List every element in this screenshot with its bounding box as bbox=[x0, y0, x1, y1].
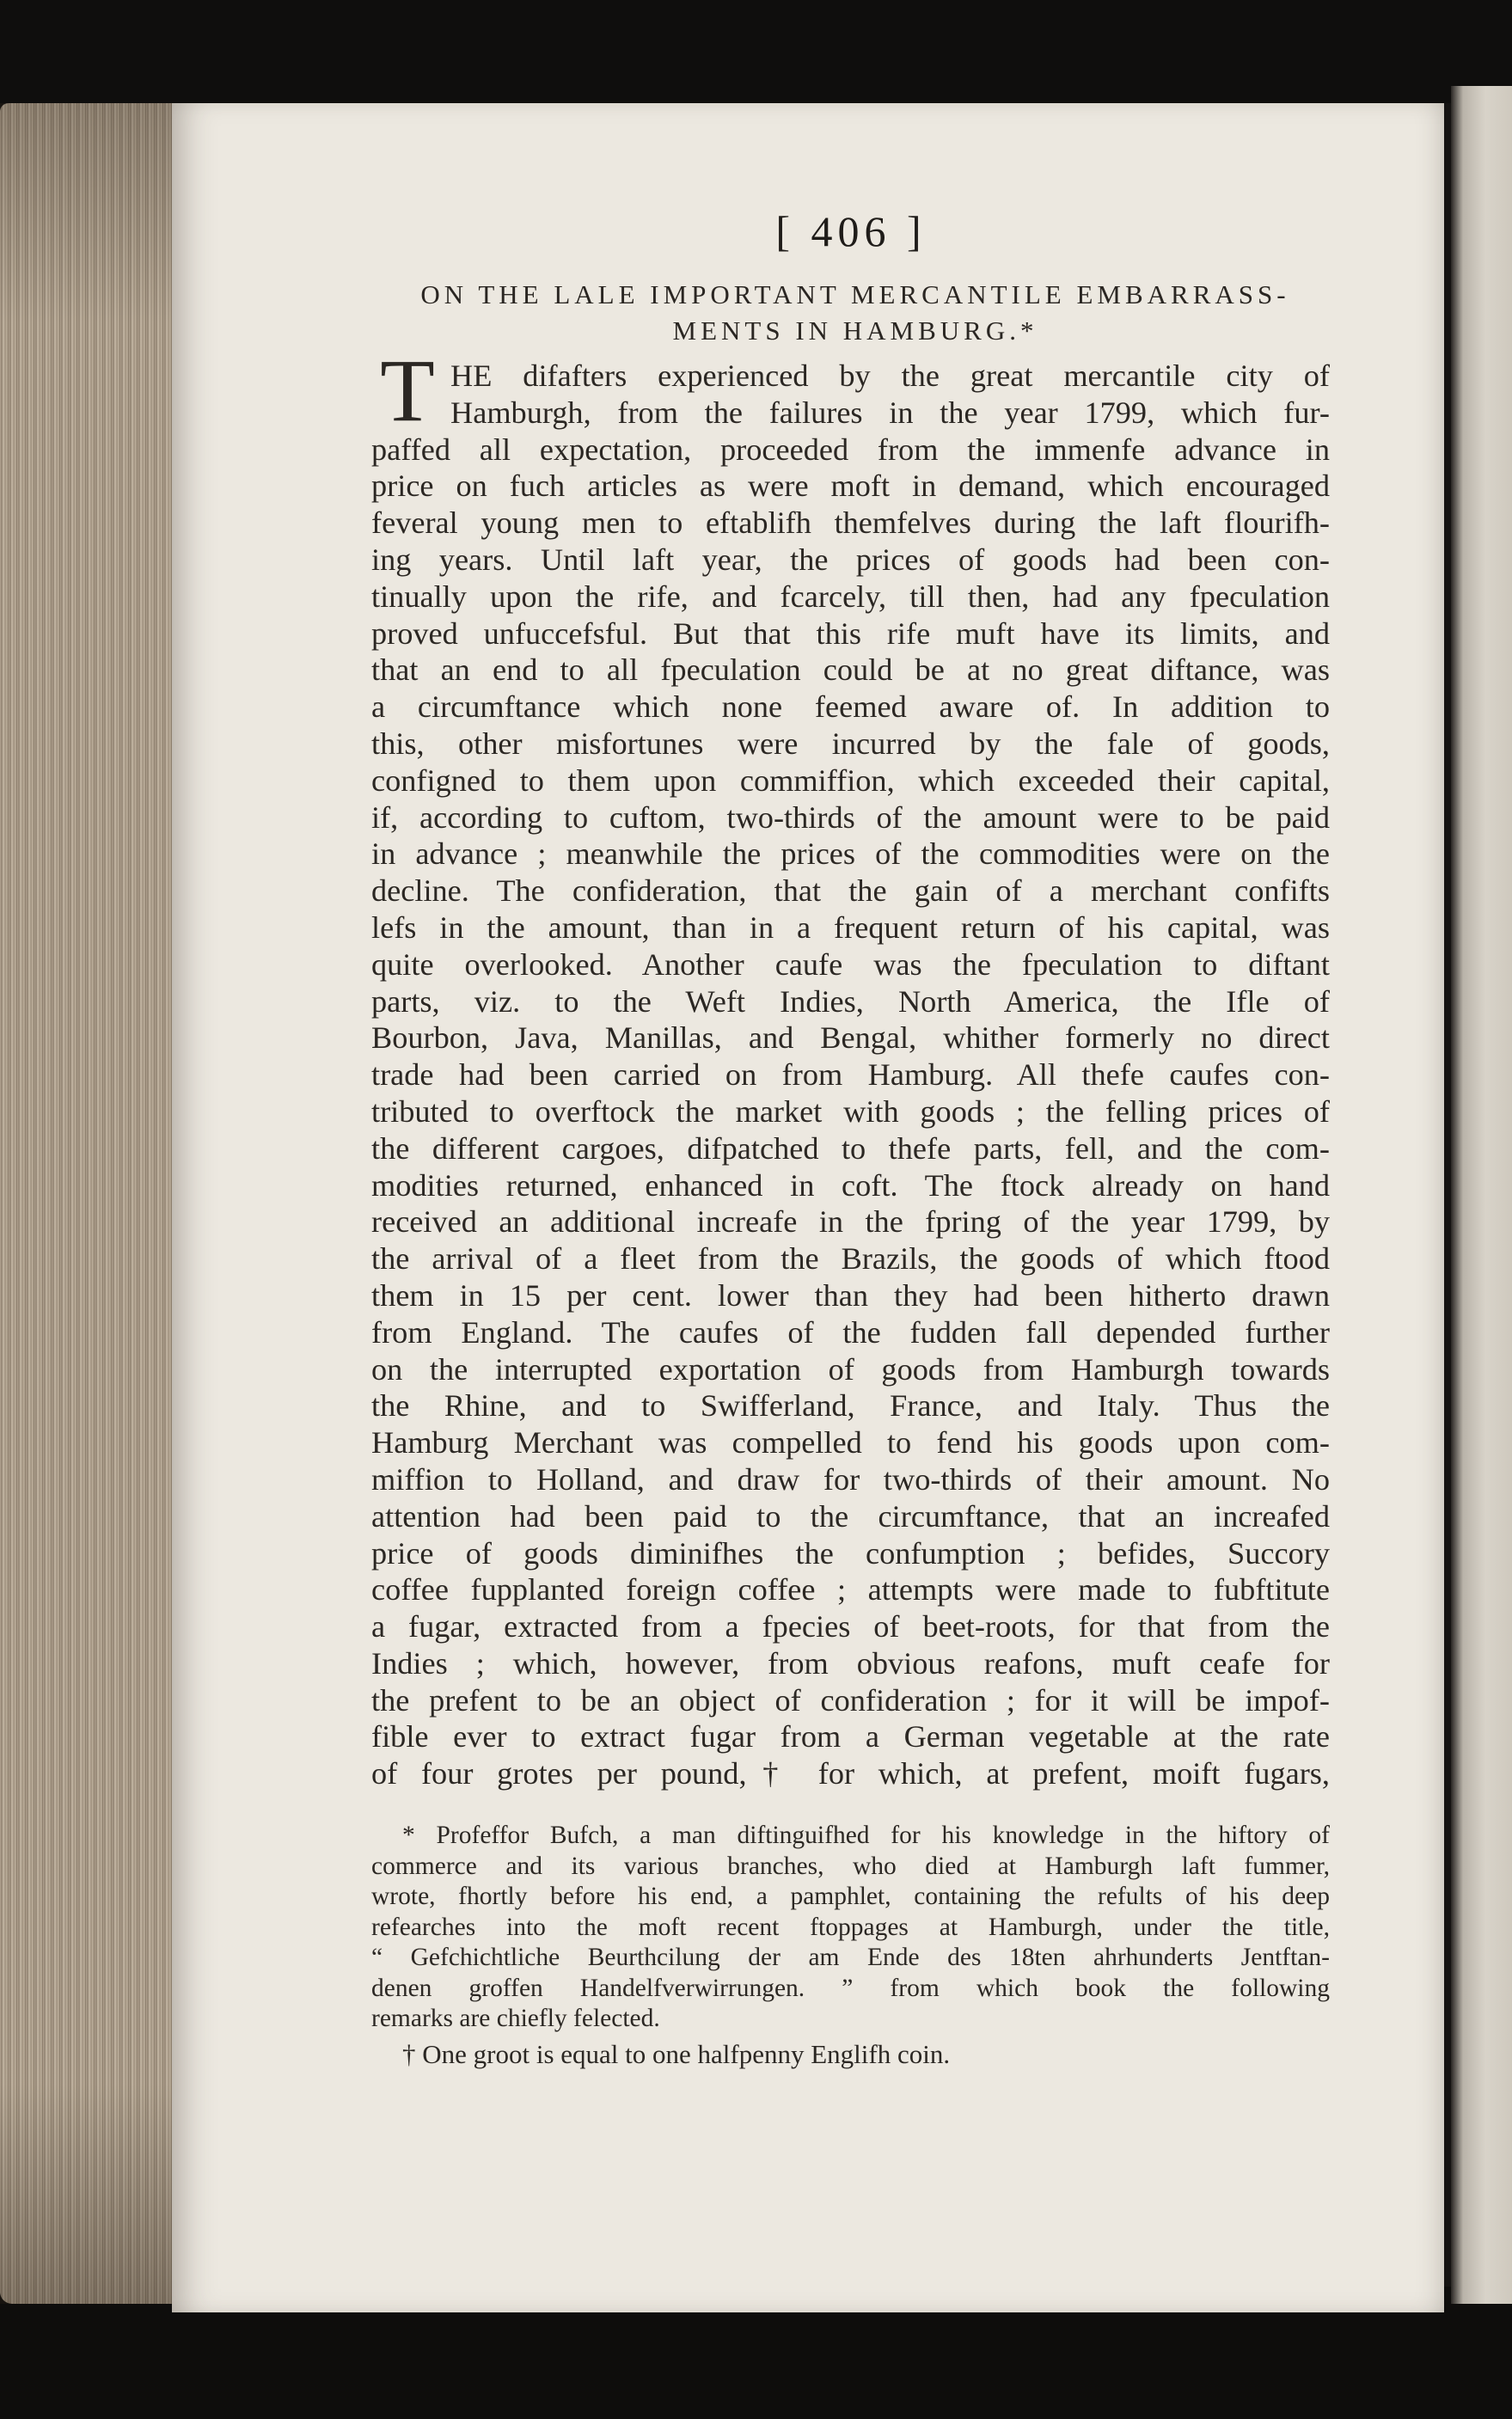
body-line: this, other misfortunes were incurred by the fale of goods, bbox=[371, 726, 1330, 761]
body-line: Hamburgh, from the failures in the year 1799, which fur- bbox=[450, 395, 1330, 430]
body-line: the arrival of a fleet from the Brazils, the goods of which ftood bbox=[371, 1241, 1330, 1277]
body-line: paffed all expectation, proceeded from the immenfe advance in bbox=[371, 432, 1330, 467]
body-line: feveral young men to eftablifh themfelves during the laft flourifh- bbox=[371, 505, 1330, 541]
body-line: received an additional increafe in the fpring of the year 1799, by bbox=[371, 1204, 1330, 1240]
drop-cap: T bbox=[380, 341, 435, 440]
article-title-line-1: ON THE LALE IMPORTANT MERCANTILE EMBARRASS- bbox=[420, 279, 1290, 309]
body-line: in advance ; meanwhile the prices of the commodities were on the bbox=[371, 836, 1330, 872]
article-body bbox=[371, 358, 1330, 1792]
body-line: parts, viz. to the Weft Indies, North America, the Ifle of bbox=[371, 983, 1330, 1019]
article-title-line-2: MENTS IN HAMBURG.* bbox=[672, 315, 1038, 346]
body-line: ing years. Until laft year, the prices of goods had been con- bbox=[371, 542, 1330, 577]
body-line: trade had been carried on from Hamburg. All thefe caufes con- bbox=[371, 1057, 1330, 1093]
body-line: price on fuch articles as were moft in demand, which encouraged bbox=[371, 468, 1330, 504]
body-line: if, according to cuftom, two-thirds of the amount were to be paid bbox=[371, 799, 1330, 835]
body-line: configned to them upon commiffion, which exceeded their capital, bbox=[371, 762, 1330, 798]
body-line: fible ever to extract fugar from a German vegetable at the rate bbox=[371, 1719, 1330, 1755]
footnote-professor-busch bbox=[371, 1821, 1330, 2035]
body-line: attention had been paid to the circumftance, that an increafed bbox=[371, 1498, 1330, 1534]
body-line: on the interrupted exportation of goods from Hamburgh towards bbox=[371, 1351, 1330, 1387]
article-title bbox=[361, 277, 1350, 349]
footnote-line: remarks are chiefly felected. bbox=[371, 2005, 660, 2032]
body-line: proved unfuccefsful. But that this rife muft have its limits, and bbox=[371, 615, 1330, 651]
body-line: miffion to Holland, and draw for two-thirds of their amount. No bbox=[371, 1461, 1330, 1497]
footnote-groot: † One groot is equal to one halfpenny Englifh coin. bbox=[402, 2038, 951, 2069]
footnote-line: “ Gefchichtliche Beurthcilung der am Ende des 18ten ahrhunderts Jentftan- bbox=[371, 1944, 1330, 1971]
body-line: that an end to all fpeculation could be at no great diftance, was bbox=[371, 652, 1330, 688]
footnotes bbox=[371, 1821, 1330, 2071]
body-line: the prefent to be an object of confideration ; for it will be impof- bbox=[371, 1682, 1330, 1718]
book-page-edges bbox=[0, 103, 185, 2304]
body-line: tinually upon the rife, and fcarcely, till then, had any fpeculation bbox=[371, 579, 1330, 614]
body-line: decline. The confideration, that the gain of a merchant confifts bbox=[371, 873, 1330, 909]
body-line: the Rhine, and to Swifferland, France, and Italy. Thus the bbox=[371, 1388, 1330, 1424]
body-line: from England. The caufes of the fudden fall depended further bbox=[371, 1314, 1330, 1350]
footnote-line: wrote, fhortly before his end, a pamphlet, containing the refults of his deep bbox=[371, 1883, 1330, 1910]
body-line: of four grotes per pound,† for which, at prefent, moift fugars, bbox=[371, 1756, 1330, 1791]
body-line: Bourbon, Java, Manillas, and Bengal, whither formerly no direct bbox=[371, 1020, 1330, 1056]
footnote-line: refearches into the moft recent ftoppages at Hamburgh, under the title, bbox=[371, 1913, 1330, 1941]
body-line: them in 15 per cent. lower than they had been hitherto drawn bbox=[371, 1277, 1330, 1313]
body-line: coffee fupplanted foreign coffee ; attempts were made to fubftitute bbox=[371, 1572, 1330, 1608]
body-line: modities returned, enhanced in coft. The ftock already on hand bbox=[371, 1167, 1330, 1203]
body-line: lefs in the amount, than in a frequent return of his capital, was bbox=[371, 909, 1330, 945]
body-line: HE difafters experienced by the great mercantile city of bbox=[450, 358, 1330, 393]
scan-background-top bbox=[0, 0, 1512, 103]
body-line: quite overlooked. Another caufe was the fpeculation to diftant bbox=[371, 946, 1330, 982]
body-line: the different cargoes, difpatched to thefe parts, fell, and the com- bbox=[371, 1130, 1330, 1166]
body-line: a fugar, extracted from a fpecies of beet-roots, for that from the bbox=[371, 1609, 1330, 1644]
body-line: tributed to overftock the market with goods ; the felling prices of bbox=[371, 1093, 1330, 1129]
facing-page-edge bbox=[1451, 86, 1512, 2304]
body-line: a circumftance which none feemed aware of. In addition to bbox=[371, 689, 1330, 725]
body-line: Indies ; which, however, from obvious reafons, muft ceafe for bbox=[371, 1645, 1330, 1681]
footnote-line: denen groffen Handelfverwirrungen. ” from which book the following bbox=[371, 1974, 1330, 2002]
footnote-line: commerce and its various branches, who died at Hamburgh laft fummer, bbox=[371, 1852, 1330, 1880]
page-number: [ 406 ] bbox=[775, 207, 927, 255]
body-line: Hamburg Merchant was compelled to fend his goods upon com- bbox=[371, 1425, 1330, 1461]
body-line: price of goods diminifhes the confumption ; befides, Succory bbox=[371, 1535, 1330, 1571]
footnote-line: * Profeffor Bufch, a man diftinguifhed for his knowledge in the hiftory of bbox=[402, 1822, 1330, 1849]
